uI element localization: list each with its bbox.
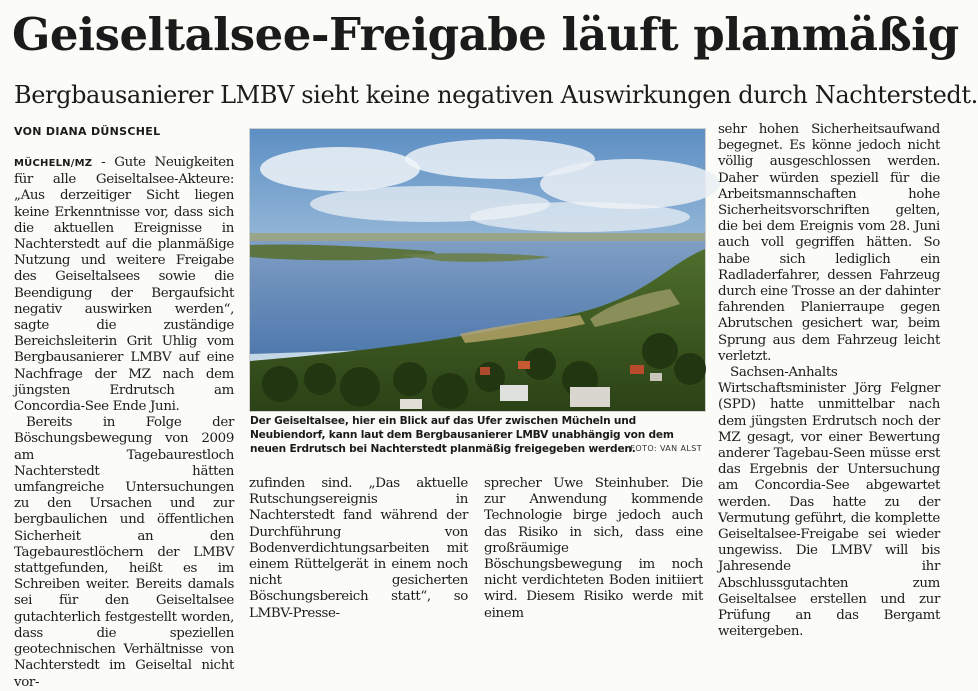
paragraph-text: - Gute Neuigkeiten für alle Geiseltalsee-Akteure: „Aus derzeitiger Sicht liegen keine Erkenntnisse vor, dass sich die aktuellen Ereignisse in Nachterstedt auf die planmäßige Nutzung und weitere Freigabe des Geiseltalsees sowie die Beendigung der Bergaufsicht negativ auswirken werden“, sagte die zuständige Bereichsleiterin Grit Uhlig vom Bergbausanierer LMBV auf eine Nachfrage der MZ nach dem jüngsten Erdrutsch am Concordia-See Ende Juni. <box>14 155 234 415</box>
caption-text: Der Geiseltalsee, hier ein Blick auf das Ufer zwischen Mücheln und Neubiendorf, kann laut dem Bergbausanierer LMBV unabhängig von dem neuen Erdrutsch bei Nachterstedt planmäßig freigegeben werden. <box>250 415 674 456</box>
dateline: MÜCHELN/MZ <box>14 158 93 169</box>
photo-credit: FOTO: VAN ALST <box>630 444 702 454</box>
lake-photo <box>249 128 706 412</box>
article-column-3 <box>484 476 703 621</box>
article-column-2 <box>249 476 468 621</box>
photo-caption <box>250 414 704 457</box>
paragraph: zufinden sind. „Das aktuelle Rutschungsereignis in Nachterstedt fand während der Durchführung von Bodenverdichtungsarbeiten mit einem Rüttelgerät in einem noch nicht gesicherten Böschungsbereich statt“, so LMBV-Presse- <box>249 476 468 621</box>
paragraph: Bereits in Folge der Böschungsbewegung von 2009 am Tagebaurestloch Nachterstedt hätten umfangreiche Untersuchungen zu den Ursachen und zur bergbaulichen und öffentlichen Sicherheit an den Tagebaurestlöchern der LMBV stattgefunden, heißt es im Schreiben weiter. Bereits damals sei für den Geiseltalsee gutachterlich festgestellt worden, dass die speziellen geotechnischen Verhältnisse von Nachterstedt im Geiseltal nicht vor- <box>14 415 234 690</box>
lake-landscape-image <box>250 129 705 411</box>
subheadline: Bergbausanierer LMBV sieht keine negativen Auswirkungen durch Nachterstedt. <box>14 81 978 109</box>
headline: Geiseltalsee-Freigabe läuft planmäßig <box>12 8 959 61</box>
paragraph: sehr hohen Sicherheitsaufwand begegnet. Es könne jedoch nicht völlig ausgeschlossen werden. Daher würden speziell für die Arbeitsmannschaften hohe Sicherheitsvorschriften gelten, die bei dem Ereignis vom 28. Juni auch voll gegriffen hätten. So habe sich lediglich ein Radladerfahrer, dessen Fahrzeug durch eine Trosse an der dahinter fahrenden Planierraupe gegen Abrutschen gesichert war, beim Sprung aus dem Fahrzeug leicht verletzt. <box>718 122 940 364</box>
article-column-4 <box>718 122 940 640</box>
paragraph: Sachsen-Anhalts Wirtschaftsminister Jörg Felgner (SPD) hatte unmittelbar nach dem jüngsten Erdrutsch noch der MZ gesagt, vor einer Bewertung anderer Tagebau-Seen müsse erst das Ergebnis der Untersuchung am Concordia-See abgewartet werden. Das hatte zu der Vermutung geführt, die komplette Geiseltalsee-Freigabe sei wieder ungewiss. Die LMBV will bis Jahresende ihr Abschlussgutachten zum Geiseltalsee erstellen und zur Prüfung an das Bergamt weitergeben. <box>718 365 940 640</box>
article-column-1 <box>14 155 234 690</box>
paragraph: sprecher Uwe Steinhuber. Die zur Anwendung kommende Technologie birge jedoch auch das Risiko in sich, dass eine großräumige Böschungsbewegung im noch nicht verdichteten Boden initiiert wird. Diesem Risiko werde mit einem <box>484 476 703 621</box>
paragraph <box>14 155 234 415</box>
byline: VON DIANA DÜNSCHEL <box>14 125 161 138</box>
